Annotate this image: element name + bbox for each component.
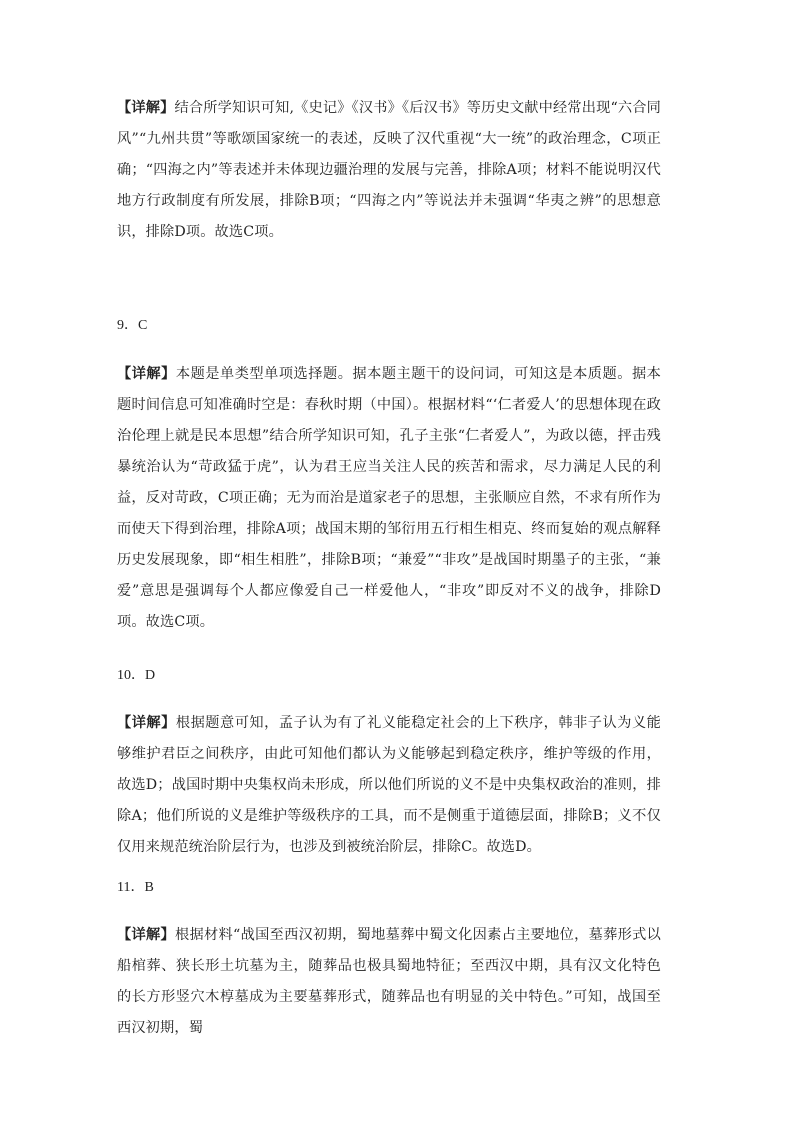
explanation-paragraph [117,708,661,863]
question-number: 9．C [117,318,148,333]
explanation-tag: 【详解】 [117,100,175,116]
explanation-text: 根据题意可知，孟子认为有了礼义能稳定社会的上下秩序，韩非子认为义能够维护君臣之间秩序，由此可知他们都认为义能够起到稳定秩序，维护等级的作用，故选D；战国时期中央集权尚未形成，所以他们所说的义不是中央集权政治的准则，排除A；他们所说的义是维护等级秩序的工具，而不是侧重于道德层面，排除B；义不仅仅用来规范统治阶层行为，也涉及到被统治阶层，排除C。故选D。 [117,715,661,855]
explanation-text: 本题是单类型单项选择题。据本题主题干的设问词，可知这是本质题。据本题时间信息可知准确时空是：春秋时期（中国）。根据材料“‘仁者爱人’的思想体现在政治伦理上就是民本思想”结合所学知识可知，孔子主张“仁者爱人”，为政以德，抨击残暴统治认为“苛政猛于虎”，认为君王应当关注人民的疾苦和需求，尽力满足人民的利益，反对苛政，C项正确；无为而治是道家老子的思想，主张顺应自然，不求有所作为而使天下得到治理，排除A项；战国末期的邹衍用五行相生相克、终而复始的观点解释历史发展现象，即“相生相胜”，排除B项；“兼爱”“非攻”是战国时期墨子的主张，“兼爱”意思是强调每个人都应像爱自己一样爱他人，“非攻”即反对不义的战争，排除D项。故选C项。 [117,366,661,630]
explanation-paragraph [117,93,661,248]
explanation-tag: 【详解】 [117,366,176,382]
explanation-text: 结合所学知识可知,《史记》《汉书》《后汉书》等历史文献中经常出现“六合同风”“九州共贯”等歌颂国家统一的表述，反映了汉代重视“大一统”的政治理念，C项正确；“四海之内”等表述并未体现边疆治理的发展与完善，排除A项；材料不能说明汉代地方行政制度有所发展，排除B项；“四海之内”等说法并未强调“华夷之辨”的思想意识，排除D项。故选C项。 [117,100,661,240]
question-number: 11．B [117,880,154,895]
explanation-text: 根据材料“战国至西汉初期，蜀地墓葬中蜀文化因素占主要地位，墓葬形式以船棺葬、狭长形土坑墓为主，随葬品也极具蜀地特征；至西汉中期，具有汉文化特色的长方形竖穴木椁墓成为主要墓葬形式，随葬品也有明显的关中特色。”可知，战国至西汉初期，蜀 [117,927,661,1036]
explanation-tag: 【详解】 [117,927,176,943]
explanation-paragraph [117,920,661,1044]
explanation-tag: 【详解】 [117,715,176,731]
explanation-paragraph [117,359,661,638]
question-number: 10．D [117,668,156,683]
